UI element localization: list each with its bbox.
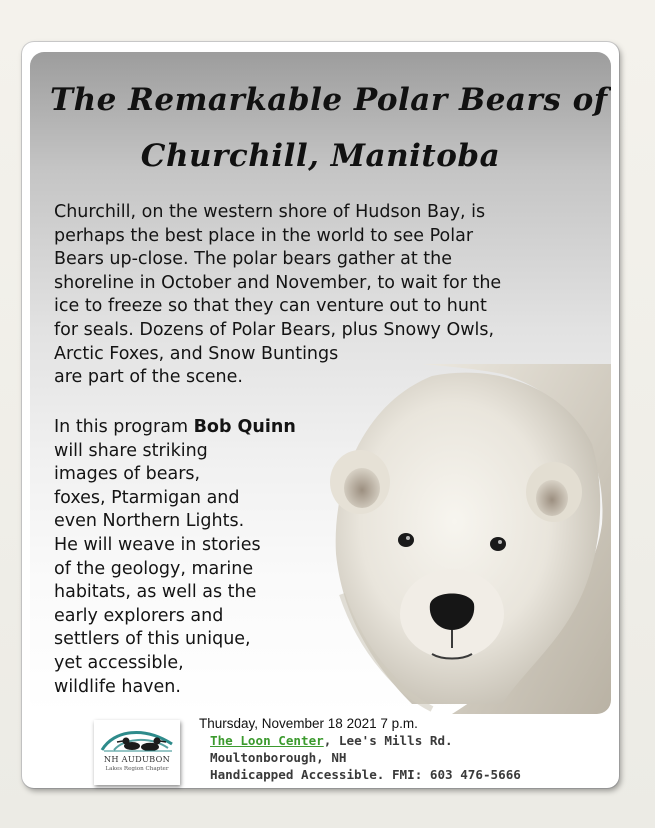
program-line: settlers of this unique, xyxy=(54,629,251,650)
polar-bear-image xyxy=(302,364,611,714)
program-intro xyxy=(54,416,296,440)
program-line: habitats, as well as the xyxy=(54,582,257,603)
title-line-1: The Remarkable Polar Bears of xyxy=(50,82,608,118)
event-accessibility: Handicapped Accessible. FMI: 603 476-5666 xyxy=(210,767,521,782)
logo-org-name: NH AUDUBON xyxy=(103,754,171,764)
event-date-time: Thursday, November 18 2021 7 p.m. xyxy=(199,716,418,731)
program-line: images of bears, xyxy=(54,464,201,485)
intro-line: perhaps the best place in the world to see Polar xyxy=(54,225,474,246)
intro-line: for seals. Dozens of Polar Bears, plus Snowy Owls, xyxy=(54,320,495,340)
intro-line: Arctic Foxes, and Snow Buntings xyxy=(54,343,339,364)
intro-line: are part of the scene. xyxy=(54,367,243,388)
title-line-2: Churchill, Manitoba xyxy=(140,138,501,174)
presenter-name: Bob Quinn xyxy=(193,417,296,437)
logo-chapter: Lakes Region Chapter xyxy=(105,766,169,772)
program-line: even Northern Lights. xyxy=(54,511,245,532)
intro-line: ice to freeze so that they can venture out to hunt xyxy=(54,296,487,317)
event-town: Moultonborough, NH xyxy=(210,750,347,765)
venue-link[interactable]: The Loon Center xyxy=(210,733,324,748)
program-line: foxes, Ptarmigan and xyxy=(54,487,240,508)
program-line: wildlife haven. xyxy=(54,676,181,697)
event-venue xyxy=(210,733,453,748)
program-intro-text: In this program xyxy=(54,417,194,437)
nh-audubon-logo xyxy=(94,720,180,785)
program-line: He will weave in stories xyxy=(54,535,261,555)
program-line: yet accessible, xyxy=(54,653,184,673)
intro-line: shoreline in October and November, to wait for the xyxy=(54,272,502,293)
loon-icon xyxy=(94,720,180,754)
flyer-panel xyxy=(30,52,611,714)
program-line: will share striking xyxy=(54,440,208,461)
program-line: of the geology, marine xyxy=(54,558,254,579)
intro-line: Bears up-close. The polar bears gather at the xyxy=(54,249,453,270)
venue-address: , Lee's Mills Rd. xyxy=(323,733,453,748)
intro-line: Churchill, on the western shore of Hudson Bay, is xyxy=(54,202,486,222)
program-line: early explorers and xyxy=(54,605,224,626)
